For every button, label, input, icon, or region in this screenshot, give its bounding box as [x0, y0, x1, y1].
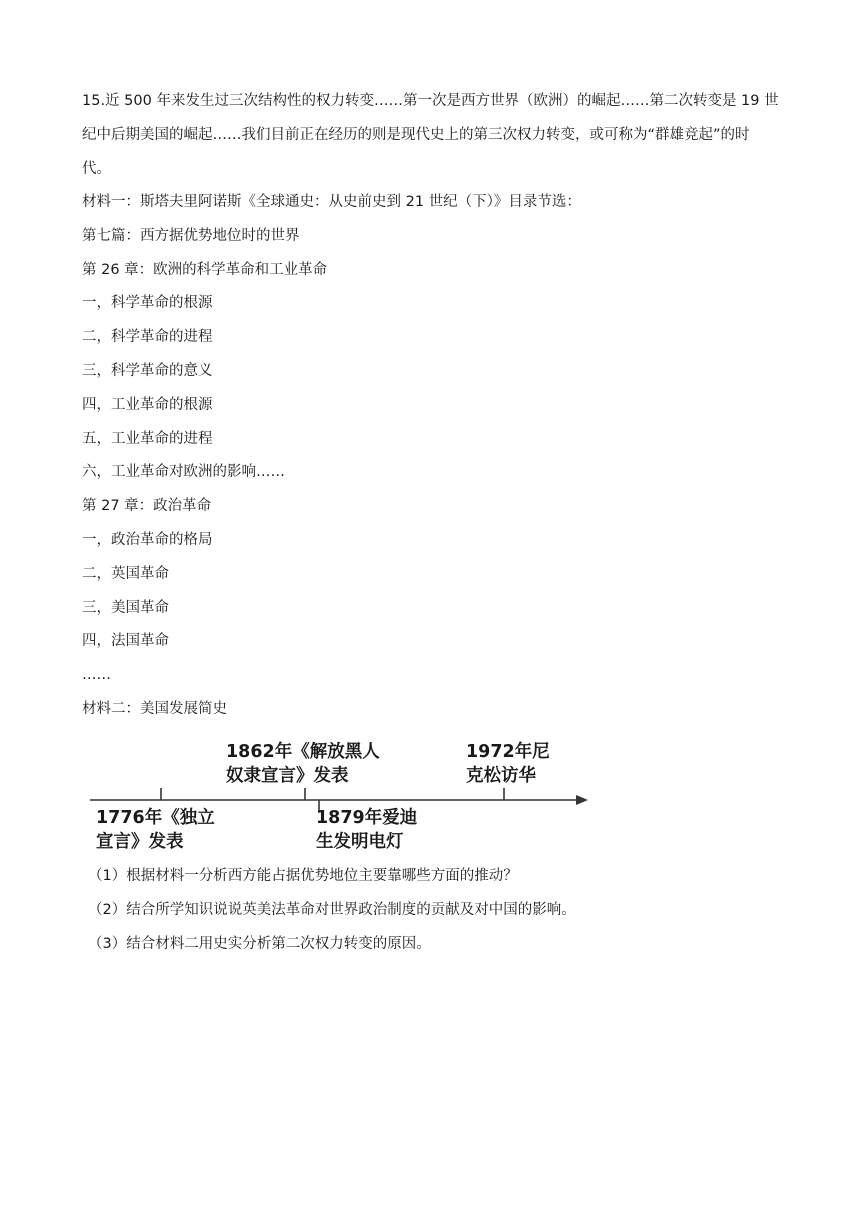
sub-question-1: （1）根据材料一分析西方能占据优势地位主要靠哪些方面的推动？ — [88, 868, 518, 884]
sub-question-2: （2）结合所学知识说说英美法革命对世界政治制度的贡献及对中国的影响。 — [88, 902, 576, 918]
chapter27-item: 四，法国革命 — [82, 633, 169, 649]
timeline-event-1972-line1: 1972年尼 — [466, 742, 550, 762]
timeline-event-1879-line2: 生发明电灯 — [316, 832, 404, 852]
material1-ellipsis: …… — [82, 667, 111, 683]
timeline-event-1972-line2: 克松访华 — [466, 766, 536, 786]
chapter26-item: 二，科学革命的进程 — [82, 329, 213, 345]
material1-part-title: 第七篇：西方据优势地位时的世界 — [82, 228, 300, 244]
material1-heading: 材料一：斯塔夫里阿诺斯《全球通史：从史前史到 21 世纪（下）》目录节选： — [82, 194, 581, 210]
timeline-arrow-head — [576, 795, 588, 805]
chapter26-item: 六，工业革命对欧洲的影响…… — [82, 464, 285, 480]
chapter27-title: 第 27 章：政治革命 — [82, 498, 212, 514]
chapter26-item: 一，科学革命的根源 — [82, 295, 213, 311]
chapter26-item: 三，科学革命的意义 — [82, 363, 213, 379]
timeline-event-1862-line1: 1862年《解放黑人 — [226, 742, 380, 762]
chapter27-item: 二，英国革命 — [82, 566, 169, 582]
timeline-event-1776-line2: 宣言》发表 — [96, 832, 184, 852]
sub-question-3: （3）结合材料二用史实分析第二次权力转变的原因。 — [88, 936, 431, 952]
material2-heading: 材料二：美国发展简史 — [82, 701, 227, 717]
chapter26-title: 第 26 章：欧洲的科学革命和工业革命 — [82, 262, 328, 278]
timeline-event-1862-line2: 奴隶宣言》发表 — [226, 766, 349, 786]
question-intro-line-2: 纪中后期美国的崛起……我们目前正在经历的则是现代史上的第三次权力转变，或可称为“群雄竞起”的时 — [82, 127, 750, 143]
question-intro-line-3: 代。 — [82, 161, 111, 177]
chapter26-item: 四，工业革命的根源 — [82, 397, 213, 413]
chapter27-item: 三，美国革命 — [82, 600, 169, 616]
chapter27-item: 一，政治革命的格局 — [82, 532, 213, 548]
question-intro-line-1: 15.近 500 年来发生过三次结构性的权力转变……第一次是西方世界（欧洲）的崛起……第二次转变是 19 世 — [82, 93, 779, 109]
chapter26-item: 五，工业革命的进程 — [82, 431, 213, 447]
timeline-event-1879-line1: 1879年爱迪 — [316, 808, 418, 828]
us-history-timeline — [90, 732, 600, 860]
timeline-event-1776-line1: 1776年《独立 — [96, 808, 215, 828]
